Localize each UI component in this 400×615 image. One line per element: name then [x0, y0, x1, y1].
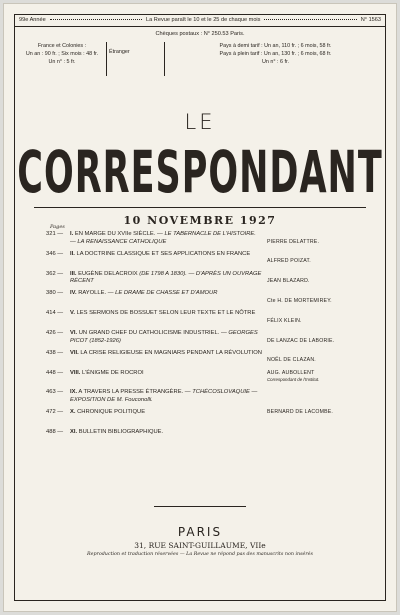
france-prices — [20, 42, 104, 66]
toc-author: Cte H. DE MORTEMIREY. — [267, 297, 332, 304]
toc-entry — [34, 350, 372, 370]
toc-entry — [34, 409, 372, 429]
france-rates: Un an : 90 fr. ; Six mois : 48 fr. — [25, 51, 99, 57]
toc-author: BERNARD DE LACOMBE. — [267, 409, 334, 416]
toc-roman-numeral: XI. — [70, 428, 78, 435]
toc-entry — [34, 251, 372, 271]
rights-note: Reproduction et traduction réservées — La Revue ne répond pas des manuscrits non insérés — [87, 552, 313, 557]
toc-article-title — [70, 409, 262, 417]
toc-roman-numeral: III. — [70, 270, 77, 277]
toc-article-title — [70, 271, 262, 286]
issue-number: N° 1563 — [360, 17, 382, 23]
toc-roman-numeral: VI. — [70, 329, 78, 336]
toc-page-number: 448 — — [46, 370, 68, 376]
toc-article-title — [70, 350, 262, 358]
toc-page-number: 414 — — [46, 310, 68, 316]
toc-article-title — [70, 389, 262, 404]
toc-page-number: 472 — — [46, 409, 68, 415]
toc-author: NOËL DE CLAZAN. — [267, 357, 316, 364]
subscription-divider — [106, 42, 107, 76]
toc-page-number: 321 — — [46, 231, 68, 237]
toc-heading: BULLETIN BIBLIOGRAPHIQUE. — [78, 428, 164, 435]
france-single: Un n° : 5 fr. — [48, 59, 76, 65]
toc-page-number: 362 — — [46, 271, 68, 277]
toc-roman-numeral: I. — [70, 231, 74, 237]
toc-entry — [34, 310, 372, 330]
toc-author: FÉLIX KLEIN. — [267, 317, 302, 324]
toc-article-title — [70, 370, 262, 378]
title-rule — [34, 207, 366, 208]
issue-date: 10 NOVEMBRE 1927 — [123, 214, 277, 227]
masthead-article: LE — [184, 110, 216, 134]
toc-article-title — [70, 310, 262, 318]
cheques-postaux: Chèques postaux : N° 250.53 Paris. — [155, 31, 245, 37]
toc-entry — [34, 231, 372, 251]
toc-article-title — [70, 290, 262, 298]
toc-entry — [34, 389, 372, 409]
subscription-box — [14, 40, 386, 82]
toc-roman-numeral: X. — [70, 409, 76, 416]
toc-entry — [34, 271, 372, 291]
toc-subtitle: GEORGES PICOT (1852-1926) — [70, 329, 258, 344]
toc-heading: LA CRISE RELIGIEUSE EN MAGNIARS PENDANT LA RÉVOLUTION — [80, 349, 262, 356]
half-rate: Pays à demi tarif : Un an, 110 fr. ; 6 mois, 58 fr. — [219, 43, 332, 49]
toc-article-title — [70, 231, 262, 246]
foreign-single: Un n° : 6 fr. — [261, 59, 290, 65]
toc-heading: LA DOCTRINE CLASSIQUE ET SES APPLICATIONS EN FRANCE — [76, 250, 251, 257]
toc-heading: EUGÈNE DELACROIX — [78, 270, 138, 277]
toc-roman-numeral: VIII. — [70, 369, 81, 376]
toc-article-title — [70, 330, 262, 345]
publisher-address: 31, RUE SAINT-GUILLAUME, VIIe — [134, 541, 266, 550]
toc-roman-numeral: V. — [70, 310, 75, 317]
toc-heading: LES SERMONS DE BOSSUET SELON LEUR TEXTE ET LE NÔTRE — [76, 310, 256, 317]
toc-page-number: 463 — — [46, 389, 68, 395]
toc-subtitle: LE TABERNACLE DE L'HISTOIRE. — LA RENAISSANCE CATHOLIQUE — [70, 231, 256, 245]
toc-article-title — [70, 251, 262, 259]
toc-author: ALFRED POIZAT. — [267, 258, 311, 265]
magazine-cover — [4, 4, 396, 611]
toc-heading: RAYOLLE. — [78, 290, 107, 297]
toc-article-title — [70, 429, 262, 437]
pages-label: Pages — [50, 224, 65, 230]
toc-author: JEAN BLAZARD. — [267, 278, 310, 285]
footer-rule — [154, 506, 246, 507]
toc-page-number: 426 — — [46, 330, 68, 336]
toc-subtitle: (DE 1798 A 1830). — D'APRÈS UN OUVRAGE RÉCENT — [70, 270, 262, 285]
toc-page-number: 380 — — [46, 290, 68, 296]
toc-roman-numeral: II. — [70, 250, 75, 257]
toc-heading: L'ÉNIGME DE ROCROI — [81, 369, 144, 376]
france-heading: France et Colonies : — [37, 43, 87, 49]
toc-entry — [34, 290, 372, 310]
toc-subtitle: — LE DRAME DE CHASSE ET D'AMOUR — [107, 290, 218, 297]
toc-page-number: 346 — — [46, 251, 68, 257]
toc-roman-numeral: IX. — [70, 389, 78, 396]
toc-entry — [34, 429, 372, 449]
subscription-divider — [164, 42, 165, 76]
issue-header — [14, 14, 386, 27]
toc-heading: UN GRAND CHEF DU CATHOLICISME INDUSTRIEL. — — [78, 329, 227, 336]
foreign-prices — [168, 42, 383, 66]
header-divider — [50, 19, 142, 21]
toc-page-number: 438 — — [46, 350, 68, 356]
toc-heading: CHRONIQUE POLITIQUE — [77, 409, 146, 416]
toc-heading: EN MARGE DU XVIIe SIÈCLE. — — [74, 231, 163, 237]
etranger-label: Étranger — [109, 49, 130, 55]
masthead-title: CORRESPONDANT — [17, 141, 383, 207]
toc-author: AUG. AUBOLLENT — [267, 369, 315, 376]
toc-entry — [34, 330, 372, 350]
toc-roman-numeral: IV. — [70, 290, 77, 297]
toc-author: PIERRE DELATTRE. — [267, 238, 320, 245]
toc-author-credential: Correspondant de l'Institut. — [267, 377, 320, 383]
toc-roman-numeral: VII. — [70, 349, 79, 356]
header-divider — [264, 19, 356, 21]
full-rate: Pays à plein tarif : Un an, 130 fr. ; 6 mois, 68 fr. — [219, 51, 332, 57]
toc-page-number: 488 — — [46, 429, 68, 435]
periodicity-label: La Revue paraît le 10 et le 25 de chaque mois — [146, 17, 261, 23]
table-of-contents — [34, 231, 372, 449]
publisher-city: PARIS — [177, 525, 223, 539]
toc-entry — [34, 370, 372, 390]
toc-subtitle: TCHÉCOSLOVAQUIE — EXPOSITION DE M. Fouconolli. — [70, 389, 258, 403]
toc-heading: A TRAVERS LA PRESSE ÉTRANGÈRE. — — [78, 389, 191, 396]
year-label: 99e Année — [19, 17, 46, 23]
toc-author: DE LANZAC DE LABORIE. — [267, 337, 335, 344]
